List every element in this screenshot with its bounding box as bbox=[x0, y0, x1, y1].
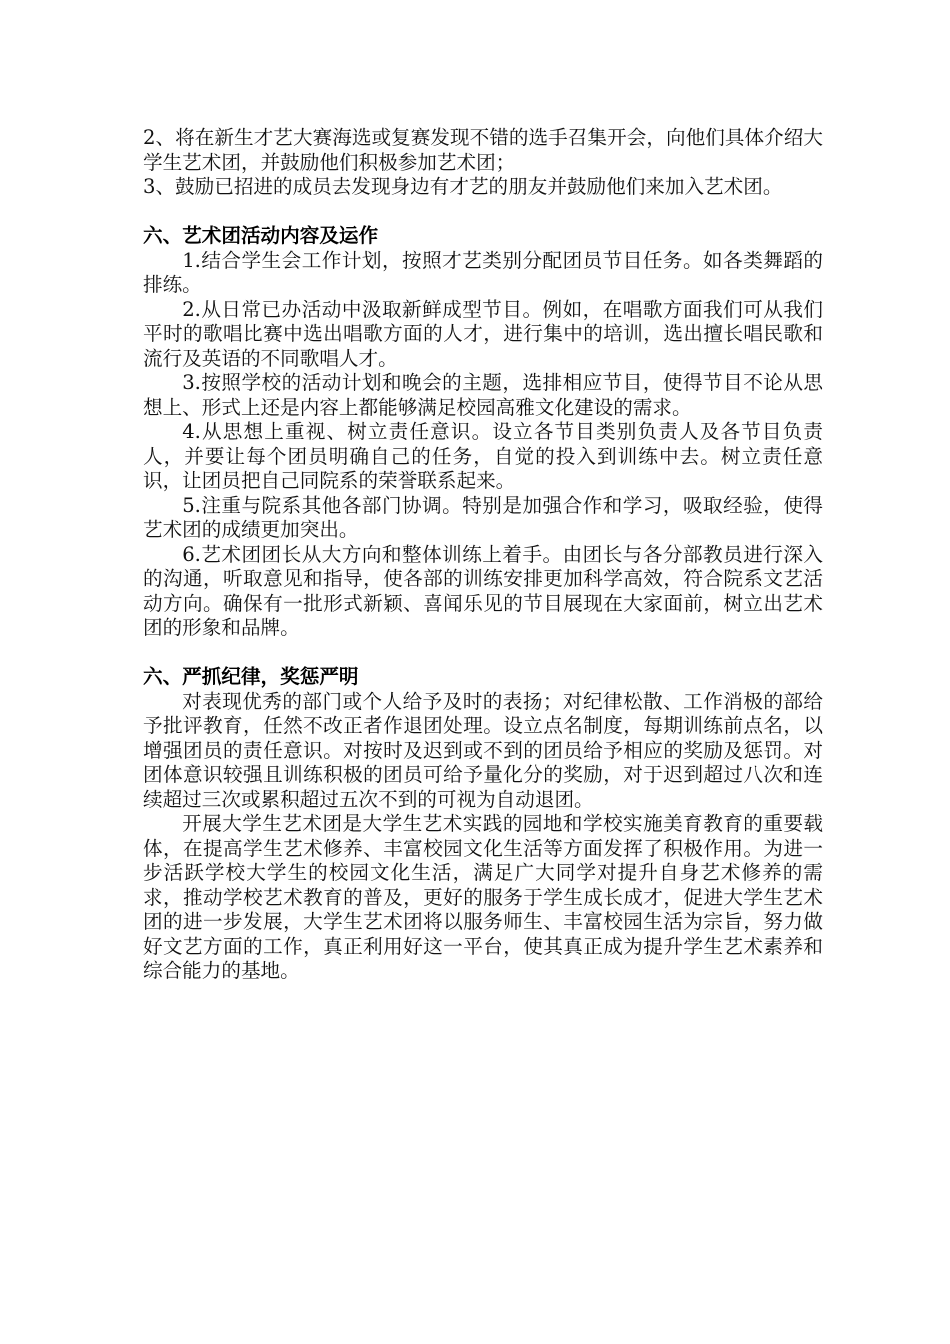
activity-item-6: 6.艺术团团长从大方向和整体训练上着手。由团长与各分部教员进行深入的沟通，听取意见和指导，使各部的训练安排更加科学高效，符合院系文艺活动方向。确保有一批形式新颖、喜闻乐见的节目展现在大家面前，树立出艺术团的形象和品牌。 bbox=[143, 542, 823, 639]
closing-paragraph: 开展大学生艺术团是大学生艺术实践的园地和学校实施美育教育的重要载体，在提高学生艺术修养、丰富校园文化生活等方面发挥了积极作用。为进一步活跃学校大学生的校园文化生活，满足广大同学对提升自身艺术修养的需求，推动学校艺术教育的普及，更好的服务于学生成长成才，促进大学生艺术团的进一步发展，大学生艺术团将以服务师生、丰富校园生活为宗旨，努力做好文艺方面的工作，真正利用好这一平台，使其真正成为提升学生艺术素养和综合能力的基地。 bbox=[143, 812, 823, 982]
intro-item-3: 3、鼓励已招进的成员去发现身边有才艺的朋友并鼓励他们来加入艺术团。 bbox=[143, 175, 783, 198]
activity-item-4: 4.从思想上重视、树立责任意识。设立各节目类别负责人及各节目负责人，并要让每个团员明确自己的任务，自觉的投入到训练中去。树立责任意识，让团员把自己同院系的荣誉联系起来。 bbox=[143, 420, 823, 492]
activity-item-5: 5.注重与院系其他各部门协调。特别是加强合作和学习，吸取经验，使得艺术团的成绩更加突出。 bbox=[143, 493, 823, 541]
activity-item-1: 1.结合学生会工作计划，按照才艺类别分配团员节目任务。如各类舞蹈的排练。 bbox=[143, 248, 823, 296]
activity-item-3: 3.按照学校的活动计划和晚会的主题，选排相应节目，使得节目不论从思想上、形式上还是内容上都能够满足校园高雅文化建设的需求。 bbox=[143, 371, 823, 419]
document-page bbox=[143, 126, 823, 984]
section-heading-activities: 六、艺术团活动内容及运作 bbox=[143, 224, 379, 247]
section-heading-discipline: 六、严抓纪律，奖惩严明 bbox=[143, 665, 359, 688]
intro-item-2: 2、将在新生才艺大赛海选或复赛发现不错的选手召集开会，向他们具体介绍大学生艺术团，并鼓励他们积极参加艺术团； bbox=[143, 126, 823, 174]
discipline-paragraph: 对表现优秀的部门或个人给予及时的表扬；对纪律松散、工作消极的部给予批评教育，任然不改正者作退团处理。设立点名制度，每期训练前点名，以增强团员的责任意识。对按时及迟到或不到的团员给予相应的奖励及惩罚。对团体意识较强且训练积极的团员可给予量化分的奖励，对于迟到超过八次和连续超过三次或累积超过五次不到的可视为自动退团。 bbox=[143, 689, 823, 811]
activity-item-2: 2.从日常已办活动中汲取新鲜成型节目。例如，在唱歌方面我们可从我们平时的歌唱比赛中选出唱歌方面的人才，进行集中的培训，选出擅长唱民歌和流行及英语的不同歌唱人才。 bbox=[143, 297, 823, 370]
